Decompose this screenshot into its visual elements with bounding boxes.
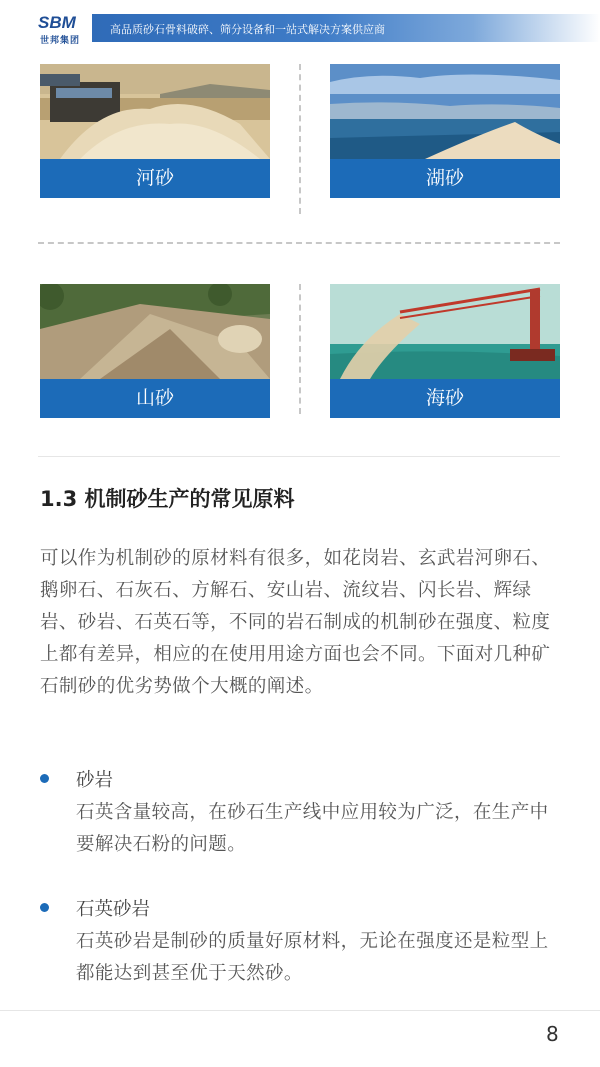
column-divider [299,284,301,414]
sbm-logo [38,12,86,46]
page-header [0,0,600,50]
sand-label: 海砂 [330,379,560,418]
row-divider [38,242,560,244]
sand-label: 湖砂 [330,159,560,198]
page-number: 8 [546,1022,559,1046]
column-divider [299,64,301,214]
tagline-banner [92,14,600,42]
river-sand-photo [40,64,270,159]
sand-card-sea [330,284,560,418]
section-title: 1.3 机制砂生产的常见原料 [40,487,295,511]
tagline-text: 高品质砂石骨料破碎、筛分设备和一站式解决方案供应商 [110,23,385,36]
sea-sand-photo [330,284,560,379]
bullet-dot-icon [40,774,49,783]
bullet-description: 石英砂岩是制砂的质量好原材料，无论在强度还是粒型上都能达到甚至优于天然砂。 [76,931,549,984]
lake-sand-photo [330,64,560,159]
mountain-sand-photo [40,284,270,379]
sand-card-lake [330,64,560,198]
sand-label: 山砂 [40,379,270,418]
footer-divider [0,1010,600,1011]
bullet-description: 石英含量较高，在砂石生产线中应用较为广泛，在生产中要解决石粉的问题。 [76,802,549,855]
logo-text: 世邦集团 [40,36,81,46]
sand-card-river [40,64,270,198]
intro-paragraph: 可以作为机制砂的原材料有很多，如花岗岩、玄武岩河卵石、鹅卵石、石灰石、方解石、安山岩、流纹岩、闪长岩、辉绿岩、砂岩、石英石等，不同的岩石制成的机制砂在强度、粒度上都有差异，相应的在使用用途方面也会不同。下面对几种矿石制砂的优劣势做个大概的阐述。 [40,548,551,697]
sbm-logo-mark [38,12,78,32]
sand-label: 河砂 [40,159,270,198]
bullet-title: 石英砂岩 [76,899,151,920]
sand-card-mountain [40,284,270,418]
bullet-dot-icon [40,903,49,912]
section-divider [38,456,560,457]
svg-text:SBM: SBM [38,13,76,32]
bullet-title: 砂岩 [76,770,114,791]
